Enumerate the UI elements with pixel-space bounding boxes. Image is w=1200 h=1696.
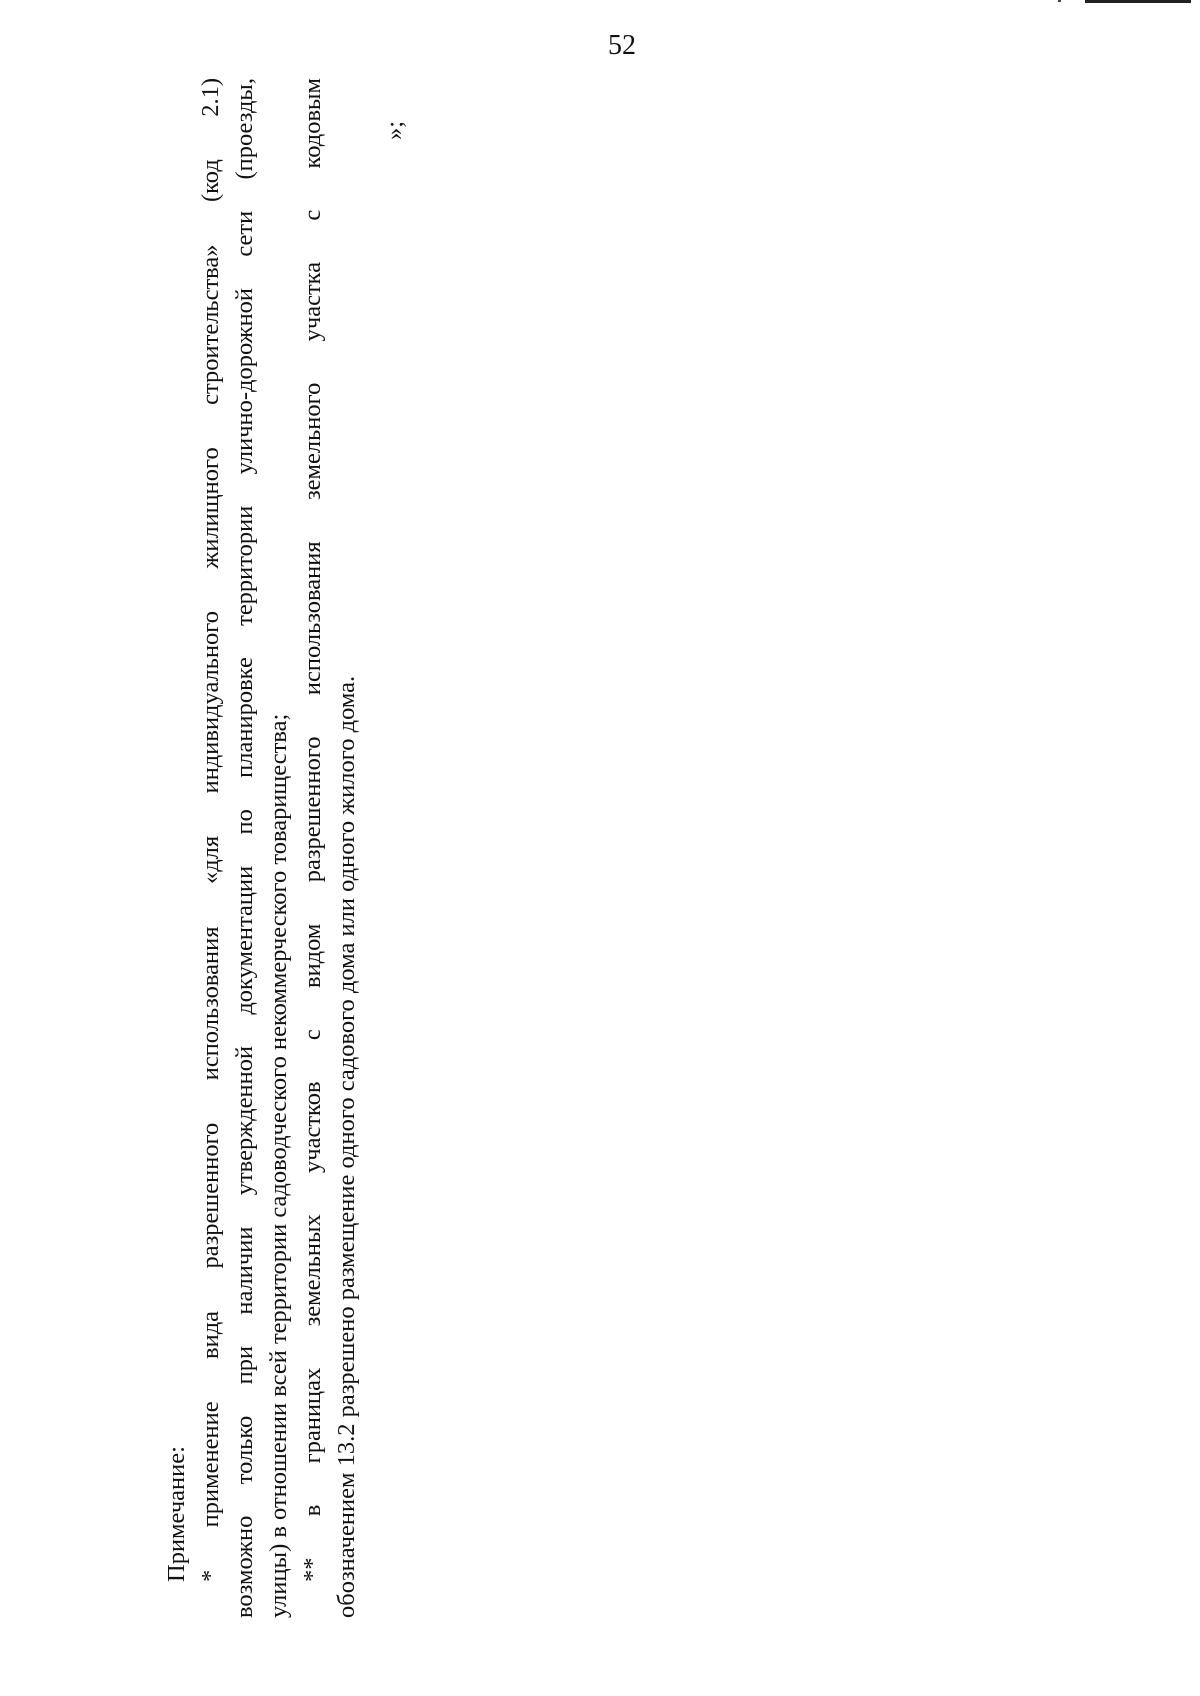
scan-mark [1058,0,1061,2]
closing-quote: »; [381,120,408,140]
header-rule [1085,0,1191,3]
page-number: 52 [608,30,636,61]
note-block [160,78,364,1618]
note-paragraph-1-line-1: * применение вида разрешенного использования «для индивидуального жилищного строительства» (код 2.1) [197,78,224,1582]
note-heading: Примечание: [163,1446,190,1582]
note-paragraph-1-line-3: улицы) в отношении всей территории садоводческого некоммерческого товарищества; [265,713,292,1618]
note-paragraph-2-line-1: ** в границах земельных участков с видом разрешенного использования земельного участка с кодовым [299,78,326,1582]
note-paragraph-1-line-2: возможно только при наличии утвержденной документации по планировке территории улично-дорожной сети (проезды, [231,78,258,1618]
note-paragraph-2-line-2: обозначением 13.2 разрешено размещение одного садового дома или одного жилого дома. [333,675,360,1618]
